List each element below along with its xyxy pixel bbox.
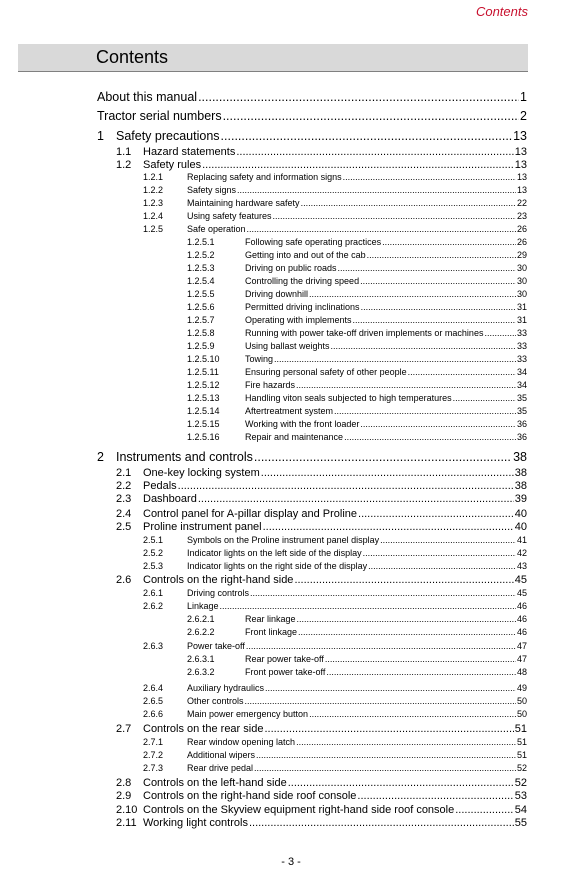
toc-entry-number: 2.7.3 <box>143 763 164 773</box>
toc-entry-page: 43 <box>516 561 527 571</box>
toc-entry[interactable] <box>0 535 527 548</box>
leader-dots <box>296 737 516 747</box>
leader-dots <box>326 667 516 677</box>
toc-entry[interactable] <box>0 302 527 315</box>
leader-dots <box>247 224 516 234</box>
toc-entry-title: Following safe operating practices <box>245 237 382 247</box>
leader-dots <box>455 804 514 816</box>
toc-entry-number: 2.6.2.2 <box>187 627 215 637</box>
toc-entry-title: Indicator lights on the right side of the display <box>187 561 368 571</box>
toc-entry-page: 23 <box>516 211 527 221</box>
toc-entry-number: 1.2.5.16 <box>187 432 220 442</box>
toc-entry-number: 1.2.5.15 <box>187 419 220 429</box>
toc-entry-page: 13 <box>516 185 527 195</box>
toc-entry-number: 2.2 <box>116 480 132 492</box>
toc-entry-title: Driving on public roads <box>245 263 337 273</box>
toc-entry-page: 35 <box>516 393 527 403</box>
toc-entry-title: Safe operation <box>187 224 246 234</box>
toc-entry[interactable] <box>0 777 527 790</box>
toc-entry[interactable] <box>0 224 527 237</box>
leader-dots <box>198 90 519 104</box>
leader-dots <box>256 750 516 760</box>
toc-entry-number: 2.7.1 <box>143 737 164 747</box>
toc-entry-title: Repair and maintenance <box>245 432 344 442</box>
toc-entry-title: Safety signs <box>187 185 237 195</box>
leader-dots <box>294 574 513 586</box>
toc-entry-page: 31 <box>516 302 527 312</box>
toc-entry[interactable] <box>0 467 527 480</box>
toc-entry-number: 1.2.5.12 <box>187 380 220 390</box>
toc-entry[interactable] <box>0 250 527 263</box>
leader-dots <box>357 790 513 802</box>
toc-entry-page: 30 <box>516 263 527 273</box>
toc-entry-title: Power take-off <box>187 641 245 651</box>
toc-entry-number: 1 <box>97 129 104 143</box>
leader-dots <box>178 480 514 492</box>
toc-entry[interactable] <box>0 561 527 574</box>
running-header: Contents <box>475 4 528 19</box>
toc-entry-page: 38 <box>513 450 527 464</box>
leader-dots <box>220 601 516 611</box>
toc-entry[interactable] <box>0 588 527 601</box>
toc-entry-title: Rear drive pedal <box>187 763 254 773</box>
leader-dots <box>265 683 516 693</box>
toc-entry-page: 40 <box>514 521 527 533</box>
toc-entry-page: 13 <box>514 146 527 158</box>
toc-entry-page: 45 <box>514 574 527 586</box>
toc-entry-title: Safety rules <box>143 159 202 171</box>
toc-entry-title: Running with power take-off driven implements or machines <box>245 328 484 338</box>
toc-entry-number: 1.2.5.9 <box>187 341 215 351</box>
toc-entry[interactable] <box>0 614 527 627</box>
leader-dots <box>261 467 514 479</box>
toc-entry-number: 2.3 <box>116 493 132 505</box>
toc-entry-title: Using safety features <box>187 211 272 221</box>
leader-dots <box>343 172 516 182</box>
toc-entry-page: 31 <box>516 315 527 325</box>
toc-entry-number: 2.7 <box>116 723 132 735</box>
leader-dots <box>264 723 513 735</box>
toc-entry[interactable] <box>0 450 527 467</box>
leader-dots <box>453 393 516 403</box>
toc-entry-page: 39 <box>514 493 527 505</box>
toc-entry-number: 2.10 <box>116 804 138 816</box>
toc-entry-title: Towing <box>245 354 274 364</box>
leader-dots <box>360 276 516 286</box>
toc-entry-title: Front power take-off <box>245 667 326 677</box>
toc-entry-title: Handling viton seals subjected to high temperatures <box>245 393 452 403</box>
toc-entry[interactable] <box>0 696 527 709</box>
toc-entry-number: 1.2.5.13 <box>187 393 220 403</box>
toc-entry-title: Auxiliary hydraulics <box>187 683 265 693</box>
toc-entry-page: 13 <box>513 129 527 143</box>
toc-entry[interactable] <box>0 667 527 680</box>
toc-entry[interactable] <box>0 172 527 185</box>
toc-entry[interactable] <box>0 804 527 817</box>
leader-dots <box>250 588 516 598</box>
toc-entry-title: Front linkage <box>245 627 298 637</box>
leader-dots <box>367 250 516 260</box>
toc-entry[interactable] <box>0 129 527 146</box>
toc-entry-title: One-key locking system <box>143 467 260 479</box>
toc-entry-title: Aftertreatment system <box>245 406 334 416</box>
toc-entry[interactable] <box>0 480 527 493</box>
toc-entry[interactable] <box>0 493 527 506</box>
toc-entry-title: Linkage <box>187 601 219 611</box>
toc-entry-title: Operating with implements <box>245 315 352 325</box>
toc-entry-number: 2.5.3 <box>143 561 164 571</box>
leader-dots <box>368 561 516 571</box>
toc-entry-number: 1.2.5.2 <box>187 250 215 260</box>
toc-entry-page: 41 <box>516 535 527 545</box>
toc-entry-page: 51 <box>514 723 527 735</box>
toc-entry-page: 47 <box>516 641 527 651</box>
toc-entry-page: 26 <box>516 224 527 234</box>
toc-entry-title: Instruments and controls <box>116 450 253 464</box>
toc-entry-number: 2 <box>97 450 104 464</box>
toc-entry-title: Pedals <box>143 480 177 492</box>
toc-entry[interactable] <box>0 198 527 211</box>
toc-entry-number: 2.5.1 <box>143 535 164 545</box>
toc-entry-number: 2.5 <box>116 521 132 533</box>
toc-entry-title: Permitted driving inclinations <box>245 302 360 312</box>
toc-entry-page: 48 <box>516 667 527 677</box>
toc-entry-title: Maintaining hardware safety <box>187 198 300 208</box>
leader-dots <box>202 159 514 171</box>
leader-dots <box>344 432 516 442</box>
toc-entry-number: 1.2.4 <box>143 211 164 221</box>
leader-dots <box>353 315 516 325</box>
leader-dots <box>273 211 516 221</box>
leader-dots <box>360 419 516 429</box>
toc-entry-number: 2.9 <box>116 790 132 802</box>
toc-entry[interactable] <box>0 654 527 667</box>
leader-dots <box>245 696 516 706</box>
toc-entry-number: 1.2.5.6 <box>187 302 215 312</box>
leader-dots <box>298 627 516 637</box>
toc-entry-page: 51 <box>516 737 527 747</box>
toc-entry-page: 1 <box>520 90 527 104</box>
toc-entry-number: 2.7.2 <box>143 750 164 760</box>
leader-dots <box>331 341 516 351</box>
toc-entry[interactable] <box>0 817 527 830</box>
toc-entry[interactable] <box>0 627 527 640</box>
leader-dots <box>309 289 516 299</box>
toc-entry-number: 2.6.1 <box>143 588 164 598</box>
toc-entry-number: 2.5.2 <box>143 548 164 558</box>
toc-entry-title: About this manual <box>97 90 198 104</box>
toc-entry-page: 54 <box>514 804 527 816</box>
toc-entry-number: 1.2 <box>116 159 132 171</box>
toc-entry-number: 2.6.3.2 <box>187 667 215 677</box>
toc-entry-title: Controls on the right-hand side roof console <box>143 790 357 802</box>
toc-entry-number: 2.6.4 <box>143 683 164 693</box>
toc-entry[interactable] <box>0 393 527 406</box>
toc-entry-page: 22 <box>516 198 527 208</box>
toc-entry-number: 2.6.3 <box>143 641 164 651</box>
toc-entry-title: Tractor serial numbers <box>97 109 222 123</box>
toc-entry-number: 1.2.5 <box>143 224 164 234</box>
toc-entry-number: 1.2.5.10 <box>187 354 220 364</box>
leader-dots <box>309 709 516 719</box>
toc-entry-title: Ensuring personal safety of other people <box>245 367 407 377</box>
toc-entry-title: Symbols on the Proline instrument panel display <box>187 535 380 545</box>
toc-entry-page: 30 <box>516 276 527 286</box>
toc-entry-number: 1.2.5.8 <box>187 328 215 338</box>
toc-entry[interactable] <box>0 432 527 445</box>
toc-entry-page: 29 <box>516 250 527 260</box>
toc-entry-number: 1.2.3 <box>143 198 164 208</box>
toc-entry[interactable] <box>0 211 527 224</box>
toc-entry-title: Controls on the left-hand side <box>143 777 287 789</box>
toc-entry[interactable] <box>0 263 527 276</box>
leader-dots <box>484 328 516 338</box>
toc-entry-page: 38 <box>514 480 527 492</box>
toc-entry[interactable] <box>0 276 527 289</box>
leader-dots <box>249 817 514 829</box>
toc-entry-title: Fire hazards <box>245 380 296 390</box>
toc-entry-page: 46 <box>516 627 527 637</box>
toc-entry-number: 1.2.5.7 <box>187 315 215 325</box>
toc-entry-page: 2 <box>520 109 527 123</box>
toc-entry-page: 35 <box>516 406 527 416</box>
toc-entry[interactable] <box>0 790 527 803</box>
toc-entry-page: 50 <box>516 696 527 706</box>
leader-dots <box>246 641 516 651</box>
toc-entry[interactable] <box>0 237 527 250</box>
toc-entry-title: Main power emergency button <box>187 709 309 719</box>
toc-entry-number: 2.6.2 <box>143 601 164 611</box>
toc-entry[interactable] <box>0 315 527 328</box>
toc-entry-title: Rear linkage <box>245 614 296 624</box>
leader-dots <box>237 185 516 195</box>
toc-entry-page: 13 <box>516 172 527 182</box>
toc-entry-title: Proline instrument panel <box>143 521 262 533</box>
leader-dots <box>254 450 512 464</box>
toc-entry-title: Controls on the right-hand side <box>143 574 294 586</box>
toc-entry[interactable] <box>0 159 527 172</box>
toc-entry[interactable] <box>0 289 527 302</box>
toc-entry[interactable] <box>0 709 527 722</box>
toc-entry-page: 34 <box>516 380 527 390</box>
leader-dots <box>325 654 516 664</box>
toc-entry[interactable] <box>0 185 527 198</box>
toc-entry-page: 42 <box>516 548 527 558</box>
toc-entry[interactable] <box>0 406 527 419</box>
toc-entry[interactable] <box>0 601 527 614</box>
toc-entry-page: 40 <box>514 508 527 520</box>
toc-entry-title: Controls on the rear side <box>143 723 264 735</box>
toc-entry-title: Safety precautions <box>116 129 220 143</box>
leader-dots <box>254 763 516 773</box>
leader-dots <box>301 198 516 208</box>
toc-entry-title: Driving downhill <box>245 289 309 299</box>
leader-dots <box>223 109 519 123</box>
toc-entry[interactable] <box>0 341 527 354</box>
toc-entry-number: 2.6.6 <box>143 709 164 719</box>
leader-dots <box>296 380 516 390</box>
leader-dots <box>363 548 516 558</box>
toc-entry-page: 52 <box>514 777 527 789</box>
toc-entry-title: Control panel for A-pillar display and Proline <box>143 508 358 520</box>
leader-dots <box>288 777 514 789</box>
toc-entry-title: Rear power take-off <box>245 654 324 664</box>
toc-entry-number: 1.2.2 <box>143 185 164 195</box>
toc-entry[interactable] <box>0 548 527 561</box>
leader-dots <box>274 354 516 364</box>
toc-entry-number: 1.2.5.5 <box>187 289 215 299</box>
toc-entry-page: 46 <box>516 601 527 611</box>
toc-entry-page: 52 <box>516 763 527 773</box>
toc-entry-number: 1.2.5.1 <box>187 237 215 247</box>
leader-dots <box>380 535 516 545</box>
toc-entry-page: 36 <box>516 419 527 429</box>
toc-entry-title: Hazard statements <box>143 146 236 158</box>
toc-entry-title: Working with the front loader <box>245 419 360 429</box>
toc-entry-page: 36 <box>516 432 527 442</box>
toc-entry-number: 1.2.5.4 <box>187 276 215 286</box>
toc-entry-number: 2.6.3.1 <box>187 654 215 664</box>
leader-dots <box>198 493 514 505</box>
toc-entry-page: 13 <box>514 159 527 171</box>
toc-entry-title: Driving controls <box>187 588 250 598</box>
toc-entry-number: 2.6.5 <box>143 696 164 706</box>
toc-entry-title: Replacing safety and information signs <box>187 172 342 182</box>
toc-entry-title: Rear window opening latch <box>187 737 296 747</box>
leader-dots <box>338 263 516 273</box>
toc-entry-title: Controls on the Skyview equipment right-hand side roof console <box>143 804 455 816</box>
toc-entry-page: 45 <box>516 588 527 598</box>
toc-entry-page: 49 <box>516 683 527 693</box>
toc-entry-page: 47 <box>516 654 527 664</box>
toc-entry-title: Getting into and out of the cab <box>245 250 366 260</box>
toc-entry-page: 34 <box>516 367 527 377</box>
toc-entry[interactable] <box>0 574 527 587</box>
toc-entry-page: 26 <box>516 237 527 247</box>
toc-entry[interactable] <box>0 109 527 127</box>
leader-dots <box>334 406 516 416</box>
toc-entry-page: 50 <box>516 709 527 719</box>
toc-entry-page: 55 <box>514 817 527 829</box>
toc-entry[interactable] <box>0 683 527 696</box>
leader-dots <box>408 367 516 377</box>
toc-entry[interactable] <box>0 723 527 736</box>
page-title: Contents <box>96 47 169 67</box>
leader-dots <box>263 521 514 533</box>
toc-entry-number: 1.2.5.11 <box>187 367 219 377</box>
toc-entry-page: 53 <box>514 790 527 802</box>
leader-dots <box>221 129 513 143</box>
leader-dots <box>382 237 516 247</box>
toc-entry[interactable] <box>0 521 527 534</box>
toc-entry-number: 2.6.2.1 <box>187 614 215 624</box>
toc-entry-page: 33 <box>516 328 527 338</box>
toc-entry[interactable] <box>0 354 527 367</box>
toc-entry-page: 30 <box>516 289 527 299</box>
toc-entry-page: 33 <box>516 354 527 364</box>
leader-dots <box>236 146 513 158</box>
page-number: - 3 - <box>281 856 301 868</box>
toc-entry-page: 46 <box>516 614 527 624</box>
leader-dots <box>361 302 516 312</box>
toc-entry[interactable] <box>0 380 527 393</box>
toc-entry-number: 2.6 <box>116 574 132 586</box>
toc-entry-title: Using ballast weights <box>245 341 330 351</box>
toc-entry-number: 1.2.5.3 <box>187 263 215 273</box>
toc-entry[interactable] <box>0 750 527 763</box>
toc-entry-title: Dashboard <box>143 493 197 505</box>
leader-dots <box>297 614 516 624</box>
leader-dots <box>358 508 514 520</box>
toc-entry-title: Other controls <box>187 696 244 706</box>
toc-entry[interactable] <box>0 367 527 380</box>
toc-entry-title: Working light controls <box>143 817 248 829</box>
toc-entry-number: 1.2.5.14 <box>187 406 220 416</box>
toc-entry-title: Controlling the driving speed <box>245 276 360 286</box>
toc-entry-page: 38 <box>514 467 527 479</box>
toc-entry-title: Additional wipers <box>187 750 256 760</box>
toc-entry[interactable] <box>0 146 527 159</box>
toc-entry-page: 51 <box>516 750 527 760</box>
toc-entry-number: 1.2.1 <box>143 172 164 182</box>
toc-entry-page: 33 <box>516 341 527 351</box>
toc-entry-title: Indicator lights on the left side of the display <box>187 548 362 558</box>
toc-entry-number: 2.11 <box>116 817 137 829</box>
toc-entry[interactable] <box>0 328 527 341</box>
toc-entry-number: 2.4 <box>116 508 132 520</box>
toc-entry-number: 2.1 <box>116 467 132 479</box>
toc-entry[interactable] <box>0 763 527 776</box>
toc-entry[interactable] <box>0 641 527 654</box>
toc-entry[interactable] <box>0 737 527 750</box>
toc-entry-number: 2.8 <box>116 777 132 789</box>
toc-entry[interactable] <box>0 419 527 432</box>
toc-entry[interactable] <box>0 508 527 521</box>
toc-entry[interactable] <box>0 90 527 108</box>
toc-entry-number: 1.1 <box>116 146 132 158</box>
